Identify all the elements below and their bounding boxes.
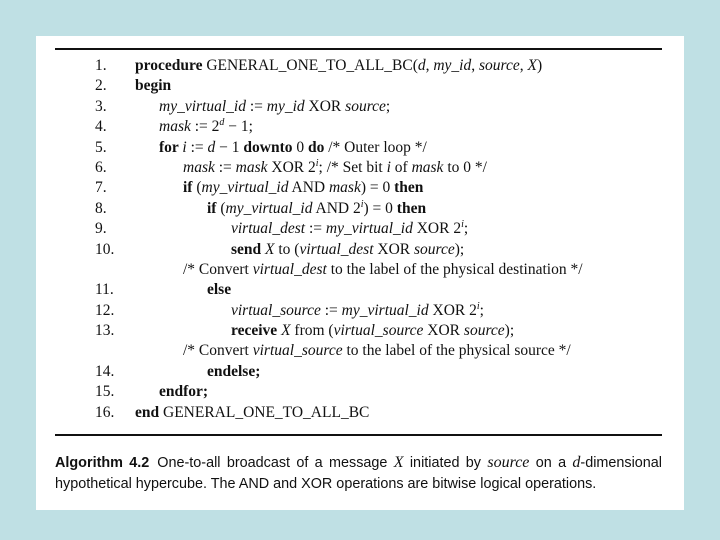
code-line (36, 199, 684, 219)
line-text (231, 219, 468, 239)
code-line (36, 219, 684, 239)
code-text: XOR (423, 322, 464, 340)
variable: my_virtual_id (225, 199, 313, 217)
code-line (36, 138, 684, 158)
line-text (159, 382, 208, 402)
line-text (135, 56, 542, 76)
code-line (36, 280, 684, 300)
variable: X (265, 240, 275, 258)
code-line (36, 97, 684, 117)
line-text (183, 178, 423, 198)
code-line (36, 362, 684, 382)
line-number: 15. (95, 383, 115, 401)
code-text: XOR (373, 240, 415, 258)
line-text (231, 240, 464, 260)
keyword: then (394, 179, 424, 197)
code-text: /* Outer loop */ (324, 138, 427, 156)
variable: d (572, 454, 581, 471)
variable: mask (328, 179, 361, 197)
code-line (36, 117, 684, 137)
variable: d (219, 117, 225, 129)
algorithm-caption (55, 452, 662, 495)
code-text: XOR 2 (428, 301, 477, 319)
code-text: , (519, 57, 528, 74)
code-text: XOR 2 (412, 220, 462, 238)
line-text (135, 403, 369, 423)
line-text (207, 199, 426, 219)
code-line (36, 403, 684, 423)
line-number: 9. (95, 220, 107, 238)
code-text: ( (220, 199, 226, 217)
code-line (36, 341, 684, 361)
line-text (159, 138, 427, 158)
bottom-rule (55, 434, 662, 436)
variable: i (476, 300, 480, 312)
variable: virtual_dest (299, 240, 374, 258)
variable: my_virtual_id (159, 97, 246, 115)
code-line (36, 56, 684, 76)
code-text: on a (529, 455, 573, 471)
code-text: := (186, 138, 208, 156)
code-line (36, 178, 684, 198)
caption-label: Algorithm 4.2 (55, 455, 150, 471)
line-number: 2. (95, 77, 107, 95)
line-number: 6. (95, 158, 107, 176)
line-number: 11. (95, 281, 114, 299)
variable: X (393, 454, 404, 471)
keyword: procedure (135, 57, 207, 74)
variable: mask (159, 118, 191, 136)
variable: my_virtual_id (341, 301, 429, 319)
line-text (207, 362, 260, 382)
keyword: if (183, 179, 197, 197)
code-text: GENERAL_ONE_TO_ALL_BC (159, 403, 370, 421)
variable: virtual_dest (231, 220, 306, 238)
variable: X (281, 322, 291, 340)
line-text (183, 260, 583, 280)
variable: i (461, 218, 464, 230)
variable: source (463, 322, 505, 340)
variable: my_virtual_id (325, 220, 413, 238)
variable: X (527, 57, 537, 74)
code-text: ) = 0 (363, 199, 397, 217)
code-text: , (425, 57, 434, 74)
code-text: to 0 */ (443, 158, 487, 176)
line-text (231, 321, 514, 341)
variable: my_id (433, 57, 472, 74)
top-rule (55, 48, 662, 50)
code-text: := 2 (190, 118, 220, 136)
code-text: 0 (292, 138, 308, 156)
line-number: 16. (95, 403, 115, 421)
variable: mask (235, 158, 268, 176)
keyword: downto (243, 138, 293, 156)
variable: mask (411, 158, 444, 176)
code-line (36, 76, 684, 96)
code-text: ) = 0 (360, 179, 395, 197)
variable: my_id (266, 97, 305, 115)
code-text: -dimensional hypothetical hypercube. The AND and XOR operations are bitwise logical operations. (55, 455, 663, 492)
line-number: 10. (95, 240, 115, 258)
line-number: 12. (95, 301, 115, 319)
variable: i (360, 198, 364, 210)
keyword: endfor; (159, 383, 209, 401)
code-text: ; (385, 97, 391, 115)
code-text: of (390, 158, 412, 176)
variable: d (207, 138, 216, 156)
code-text: from ( (290, 322, 334, 340)
document-page (36, 36, 684, 510)
line-number: 5. (95, 138, 107, 156)
code-text: to the label of the physical source */ (342, 342, 571, 360)
code-line (36, 240, 684, 260)
code-text: AND 2 (312, 199, 361, 217)
variable: i (182, 138, 187, 156)
variable: virtual_source (231, 301, 321, 319)
code-text: , (471, 57, 479, 74)
variable: virtual_source (252, 342, 343, 360)
variable: source (345, 97, 386, 115)
code-text: − 1; (224, 118, 253, 136)
line-number: 1. (95, 57, 107, 74)
line-text (159, 117, 253, 137)
keyword: begin (135, 77, 172, 95)
code-text: := (245, 97, 267, 115)
variable: source (479, 57, 520, 74)
code-text: − 1 (215, 138, 244, 156)
code-line (36, 382, 684, 402)
line-number: 7. (95, 179, 107, 197)
variable: i (315, 157, 319, 169)
line-text (159, 97, 390, 117)
code-text: XOR (304, 97, 346, 115)
line-text (183, 341, 571, 361)
code-line (36, 158, 684, 178)
code-text: ); (454, 240, 465, 258)
code-text: ; (463, 220, 469, 238)
variable: virtual_dest (252, 260, 327, 278)
code-text: ) (536, 57, 543, 74)
algorithm-listing (36, 56, 684, 423)
keyword: send (231, 240, 266, 258)
code-text: /* Convert (183, 342, 253, 360)
code-text: := (305, 220, 326, 238)
code-line (36, 301, 684, 321)
variable: source (414, 240, 455, 258)
keyword: end (135, 403, 160, 421)
line-number: 4. (95, 118, 107, 136)
variable: virtual_source (333, 322, 424, 340)
code-line (36, 260, 684, 280)
code-text: := (320, 301, 342, 319)
code-text: := (214, 158, 236, 176)
code-text: XOR 2 (267, 158, 316, 176)
code-text: ; /* Set bit (318, 158, 387, 176)
code-text: to the label of the physical destination */ (326, 260, 583, 278)
variable: i (386, 158, 391, 176)
line-text (135, 76, 171, 96)
keyword: for (159, 138, 183, 156)
code-text: GENERAL_ONE_TO_ALL_BC( (206, 57, 418, 74)
variable: mask (183, 158, 215, 176)
keyword: endelse; (207, 362, 261, 380)
code-line (36, 321, 684, 341)
line-number: 8. (95, 199, 107, 217)
code-text: /* Convert (183, 260, 253, 278)
keyword: do (308, 138, 325, 156)
variable: my_virtual_id (201, 179, 289, 197)
code-text: to ( (274, 240, 300, 258)
variable: d (417, 57, 426, 74)
code-text: ); (504, 322, 515, 340)
variable: source (487, 454, 530, 471)
code-text: AND (288, 179, 329, 197)
line-number: 13. (95, 322, 115, 340)
line-text (231, 301, 484, 321)
code-text: ( (196, 179, 202, 197)
keyword: else (207, 281, 232, 299)
keyword: if (207, 199, 221, 217)
line-number: 14. (95, 362, 115, 380)
code-text: One-to-all broadcast of a message (157, 455, 394, 471)
keyword: receive (231, 322, 282, 340)
line-number: 3. (95, 97, 107, 115)
line-text (207, 280, 231, 300)
keyword: then (396, 199, 427, 217)
code-text: initiated by (403, 455, 488, 471)
line-text (183, 158, 487, 178)
code-text: ; (479, 301, 484, 319)
